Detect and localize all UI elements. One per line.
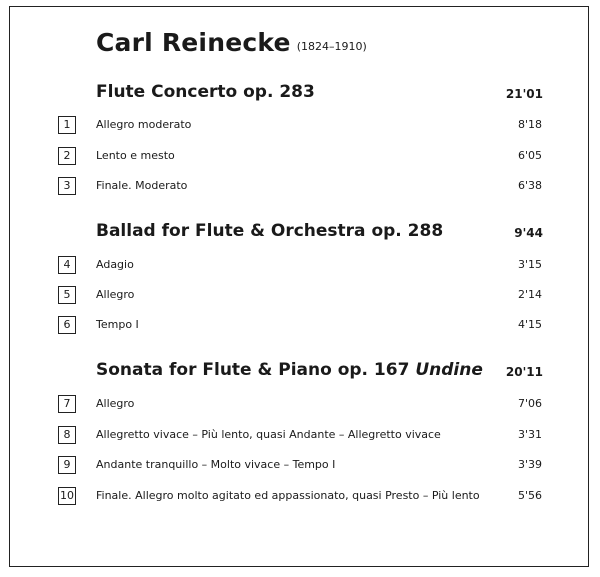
composer-heading [96,28,367,57]
track-row [0,286,600,306]
track-row [0,395,600,415]
track-time: 2'14 [517,288,542,301]
track-title: Finale. Allegro molto agitato ed appassionato, quasi Presto – Più lento [96,489,480,502]
work-subtitle: Undine [415,360,483,380]
track-title: Andante tranquillo – Molto vivace – Tempo I [96,458,336,471]
track-title: Tempo I [96,318,139,331]
track-row [0,426,600,446]
track-time: 4'15 [517,318,542,331]
track-time: 5'56 [517,489,542,502]
work-title-text: Sonata for Flute & Piano op. 167 [96,360,410,380]
track-time: 3'31 [517,428,542,441]
work-total-time: 9'44 [514,226,543,240]
track-row [0,456,600,476]
track-number: 3 [58,177,76,195]
work-total-time: 20'11 [505,365,543,379]
track-time: 7'06 [517,397,542,410]
track-row [0,147,600,167]
track-title: Lento e mesto [96,149,175,162]
track-number: 10 [58,487,76,505]
track-row [0,177,600,197]
track-number: 2 [58,147,76,165]
track-time: 3'15 [517,258,542,271]
track-time: 6'38 [517,179,542,192]
work-title-text: Ballad for Flute & Orchestra op. 288 [96,221,444,241]
work-title-text: Flute Concerto op. 283 [96,82,315,102]
track-title: Allegro [96,397,135,410]
work-title [96,221,443,241]
track-number: 7 [58,395,76,413]
track-number: 9 [58,456,76,474]
track-number: 5 [58,286,76,304]
track-title: Allegro moderato [96,118,192,131]
track-row [0,116,600,136]
track-row [0,256,600,276]
work-title [96,82,315,102]
track-time: 6'05 [517,149,542,162]
track-number: 6 [58,316,76,334]
work-title [96,360,483,380]
track-title: Adagio [96,258,134,271]
track-time: 3'39 [517,458,542,471]
track-row [0,487,600,507]
track-number: 8 [58,426,76,444]
track-title: Finale. Moderato [96,179,188,192]
track-number: 1 [58,116,76,134]
track-time: 8'18 [517,118,542,131]
track-row [0,316,600,336]
composer-dates: (1824–1910) [296,40,367,53]
track-number: 4 [58,256,76,274]
work-total-time: 21'01 [505,87,543,101]
composer-name: Carl Reinecke [96,28,291,57]
track-title: Allegro [96,288,135,301]
track-title: Allegretto vivace – Più lento, quasi Andante – Allegretto vivace [96,428,441,441]
